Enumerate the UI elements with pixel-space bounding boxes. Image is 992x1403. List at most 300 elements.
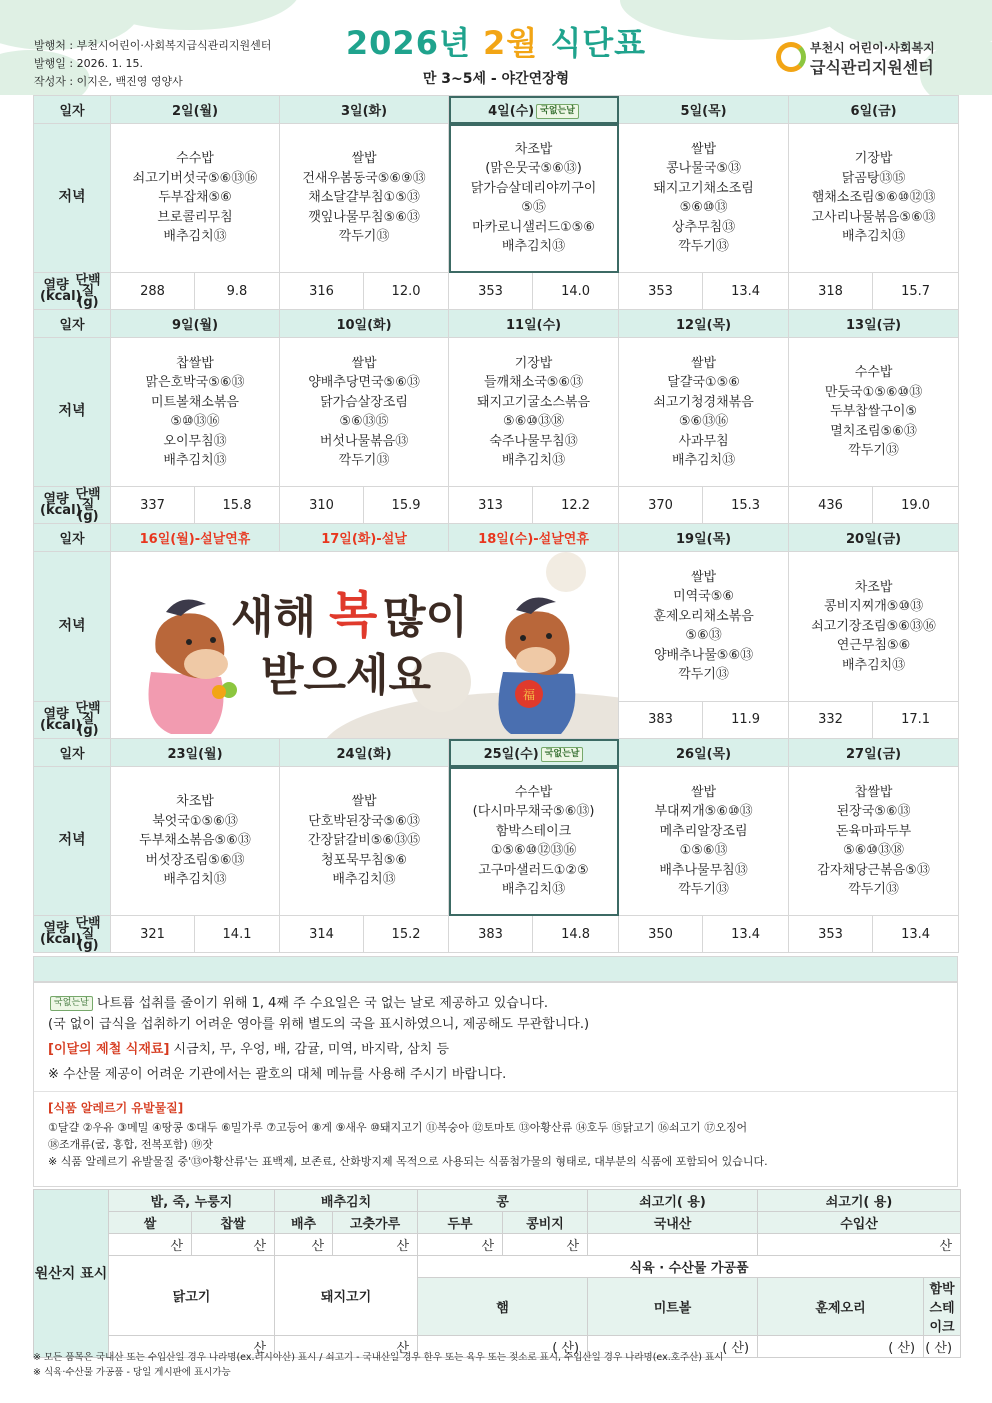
menu-item: 사과무침: [678, 433, 729, 449]
menu-item: 쌀밥: [351, 355, 377, 371]
date-text: 10일(화): [336, 318, 392, 333]
date-cell: [619, 310, 789, 338]
origin-table: [33, 1189, 961, 1358]
dinner-row: [34, 552, 959, 702]
banner-text-c: 많이: [383, 592, 469, 643]
menu-item: 버섯장조림⑤⑥⑬: [145, 852, 245, 868]
date-text: 18일(수)-설날연휴: [478, 532, 589, 547]
date-cell: [789, 524, 959, 552]
protein-label-bottom: (g): [77, 937, 99, 953]
menu-table: [33, 95, 959, 953]
menu-item: 맑은호박국⑤⑥⑬: [145, 375, 245, 390]
date-cell: [449, 739, 619, 767]
kcal-label-top: 열량: [43, 921, 69, 936]
menu-item: 찹쌀밥: [854, 784, 893, 800]
menu-item: 쌀밥: [351, 151, 377, 167]
menu-item: 양배추나물⑤⑥⑬: [654, 647, 754, 663]
menu-item: 부대찌개⑤⑥⑩⑬: [654, 804, 753, 819]
menu-item: 오이무침⑬: [163, 433, 227, 449]
menu-item: 돼지고기굴소스볶음: [477, 394, 591, 410]
menu-item: 메추리알장조림: [659, 823, 748, 839]
menu-item: 감자채당근볶음⑤⑬: [817, 862, 930, 878]
date-text: 20일(금): [846, 532, 902, 547]
kcal-value: 318: [789, 273, 873, 310]
menu-item: (맑은뭇국⑤⑥⑬): [485, 161, 582, 176]
menu-cell: [619, 124, 789, 273]
protein-label-bottom: (g): [77, 508, 99, 524]
protein-label-bottom: (g): [77, 294, 99, 310]
banner-badge: 福: [522, 688, 536, 702]
group-beef2: 쇠고기( 용): [758, 1190, 961, 1212]
menu-cell: [280, 124, 449, 273]
protein-value: 9.8: [195, 273, 280, 310]
protein-value: 12.0: [364, 273, 449, 310]
protein-value: 17.1: [873, 701, 959, 738]
menu-item: 깍두기⑬: [848, 882, 899, 897]
author: 작성자 : 이지은, 백진영 영양사: [34, 75, 183, 88]
menu-item: 배추김치⑬: [501, 882, 566, 897]
origin-value: 산: [192, 1234, 275, 1256]
logo-line1: 부천시 어린이·사회복지: [810, 41, 935, 55]
date-text: 5일(목): [680, 104, 727, 119]
menu-item: ⑤⑥⑩⑬⑱: [503, 414, 565, 429]
item-pork: 돼지고기: [275, 1256, 418, 1336]
protein-value: 15.7: [873, 273, 959, 310]
menu-item: 두부채소볶음⑤⑥⑬: [139, 833, 251, 849]
date-row: [34, 96, 959, 124]
menu-cell: [619, 767, 789, 916]
origin-value: 산: [333, 1234, 418, 1256]
protein-label-bottom: (g): [77, 723, 99, 739]
menu-item: 깍두기⑬: [338, 453, 390, 468]
item-imported: 수입산: [758, 1212, 961, 1234]
kcal-value: 310: [280, 487, 364, 524]
date-cell: [789, 739, 959, 767]
kcal-value: 383: [449, 916, 533, 953]
menu-cell: [449, 767, 619, 916]
menu-item: 된장국⑤⑥⑬: [836, 804, 911, 819]
menu-cell: [619, 552, 789, 702]
date-text: 2일(월): [171, 104, 219, 119]
menu-item: 햄채소조림⑤⑥⑩⑫⑬: [811, 190, 936, 206]
menu-item: 배추김치⑬: [841, 229, 906, 245]
menu-item: 브로콜리무침: [157, 209, 233, 225]
new-year-banner: [111, 552, 619, 739]
menu-item: 멸치조림⑤⑥⑬: [830, 423, 917, 439]
date-row: [34, 739, 959, 767]
protein-value: 15.3: [703, 487, 789, 524]
allergy-note: ※ 식품 알레르기 유발물질 중'⑬아황산류'는 표백제, 보존료, 산화방지제 목적으로 사용되는 식품첨가물의 형태로, 대부분의 식품에 포함되어 있습니다.: [48, 1155, 768, 1168]
nutrition-label: [34, 916, 111, 953]
seasonal-note: [48, 1039, 943, 1060]
menu-item: 마카로니샐러드①⑤⑥: [472, 219, 595, 235]
banner-text-b: 복: [329, 586, 378, 644]
day-label: 일자: [34, 96, 111, 124]
date-text: 17일(화)-설날: [321, 532, 407, 547]
item-tofu: 두부: [418, 1212, 503, 1234]
kcal-value: 321: [111, 916, 195, 953]
menu-item: ⑤⑥⑬⑮: [339, 414, 389, 429]
menu-item: 양배추당면국⑤⑥⑬: [308, 375, 420, 390]
menu-item: 수수밥: [854, 365, 893, 381]
item-ham: 햄: [418, 1278, 588, 1336]
menu-item: 돈육마파두부: [835, 823, 912, 839]
menu-item: 배추김치⑬: [501, 453, 566, 468]
menu-item: 두부잡채⑤⑥: [158, 190, 232, 206]
date-text: 6일(금): [850, 104, 897, 119]
menu-item: 버섯나물볶음⑬: [319, 433, 409, 449]
menu-item: 들깨채소국⑤⑥⑬: [483, 375, 584, 390]
menu-item: 닭곰탕⑬⑮: [841, 170, 906, 186]
origin-value: 산: [503, 1234, 588, 1256]
kcal-label-top: 열량: [43, 278, 69, 293]
nutrition-label: [34, 273, 111, 310]
kcal-value: 353: [449, 273, 533, 310]
dinner-row: [34, 338, 959, 487]
date-cell: [111, 310, 280, 338]
menu-item: ⑤⑩⑬⑯: [170, 414, 220, 429]
menu-item: (다시마무채국⑤⑥⑬): [472, 804, 595, 819]
protein-value: 13.4: [703, 916, 789, 953]
protein-label-top: 단백질: [75, 701, 101, 728]
menu-item: 함박스테이크: [495, 823, 572, 839]
origin-label-text: 원산지 표시: [34, 1265, 108, 1282]
date-cell: [111, 739, 280, 767]
origin-value: 산: [109, 1336, 275, 1358]
nosoup-badge: 국없는날: [50, 996, 93, 1011]
menu-item: 수수밥: [176, 151, 214, 167]
notes-section: [33, 982, 958, 1187]
nosoup-text2: (국 없이 급식을 섭취하기 어려운 영아를 위해 별도의 국을 표시하였으니, 제공해도 무관합니다.): [48, 1017, 590, 1032]
menu-cell: [280, 338, 449, 487]
allergy-title: [식품 알레르기 유발물질]: [48, 1101, 184, 1115]
menu-cell: [280, 767, 449, 916]
nutrition-label: [34, 487, 111, 524]
nosoup-badge: 국없는날: [536, 104, 579, 119]
kcal-value: 436: [789, 487, 873, 524]
allergy-list2: ⑱조개류(굴, 홍합, 전복포함) ⑲잣: [48, 1138, 213, 1151]
menu-item: 숙주나물무침⑬: [489, 433, 578, 449]
item-domestic: 국내산: [588, 1212, 758, 1234]
kcal-value: 370: [619, 487, 703, 524]
date-cell: [619, 96, 789, 124]
menu-item: 콩비지찌개⑤⑩⑬: [824, 599, 924, 615]
menu-item: 깍두기⑬: [678, 882, 729, 897]
group-kimchi: 배추김치: [275, 1190, 418, 1212]
origin-value-blank: [588, 1234, 758, 1256]
menu-item: 배추김치⑬: [332, 872, 396, 888]
page-header: [0, 0, 992, 95]
date-cell: [619, 524, 789, 552]
title-month: 2월: [483, 24, 539, 62]
dinner-label: 저녁: [34, 767, 111, 916]
origin-label: [34, 1190, 109, 1358]
item-processed: 식육 · 수산물 가공품: [418, 1256, 961, 1278]
new-year-illustration: [111, 552, 619, 738]
day-label: 일자: [34, 310, 111, 338]
menu-item: 배추김치⑬: [163, 872, 227, 888]
protein-label: [72, 272, 104, 310]
kcal-value: 316: [280, 273, 364, 310]
menu-item: 차조밥: [176, 794, 214, 810]
menu-item: 쌀밥: [690, 569, 717, 585]
menu-item: 깍두기⑬: [678, 239, 729, 254]
footer-line2: ※ 식육·수산물 가공품 - 당일 게시판에 표시가능: [33, 1367, 231, 1378]
menu-cell: [449, 338, 619, 487]
kcal-label: [40, 278, 82, 304]
menu-item: 배추김치⑬: [163, 453, 227, 468]
menu-item: 찹쌀밥: [176, 355, 214, 371]
menu-item: 배추김치⑬: [671, 453, 736, 468]
footer-notes: [33, 1350, 963, 1380]
page-subtitle: 만 3~5세 - 야간연장형: [422, 71, 570, 87]
issue-date: 발행일 : 2026. 1. 15.: [34, 57, 144, 70]
kcal-label: [40, 921, 82, 947]
kcal-label-bottom: (kcal): [40, 503, 82, 518]
menu-item: ①⑤⑥⑬: [679, 843, 728, 858]
menu-item: ①⑤⑥⑩⑫⑬⑯: [490, 843, 577, 858]
menu-item: 건새우봄동국⑤⑥⑨⑬: [302, 170, 426, 186]
date-text: 27일(금): [846, 747, 902, 762]
nutrition-row: [34, 487, 959, 524]
menu-item: ⑤⑥⑬: [685, 628, 722, 644]
menu-item: 차조밥: [854, 579, 893, 595]
smile-logo-icon: [776, 42, 806, 72]
seafood-note: ※ 수산물 제공이 어려운 기관에서는 괄호의 대체 메뉴를 사용해 주시기 바랍니다.: [48, 1067, 507, 1082]
menu-item: 깍두기⑬: [338, 229, 390, 245]
date-text: 23일(월): [167, 747, 223, 762]
kcal-value: 332: [789, 701, 873, 738]
kcal-label: [40, 706, 82, 733]
item-smoked-duck: 훈제오리: [758, 1278, 924, 1336]
nosoup-badge: 국없는날: [541, 747, 584, 762]
origin-value-paren: ( 산): [418, 1336, 588, 1358]
protein-label: [72, 486, 104, 524]
menu-item: ⑤⑥⑩⑬: [679, 200, 728, 215]
menu-item: 간장닭갈비⑤⑥⑬⑮: [307, 833, 421, 849]
protein-value: 15.8: [195, 487, 280, 524]
seasonal-items: 시금치, 무, 우엉, 배, 감귤, 미역, 바지락, 삼치 등: [173, 1042, 450, 1057]
menu-item: 배추나물무침⑬: [659, 862, 748, 878]
menu-item: 배추김치⑬: [841, 657, 906, 673]
kcal-value: 337: [111, 487, 195, 524]
group-beef1: 쇠고기( 용): [588, 1190, 758, 1212]
nosoup-text: 나트륨 섭취를 줄이기 위해 1, 4째 주 수요일은 국 없는 날로 제공하고 있습니다.: [96, 996, 549, 1011]
protein-value: 14.8: [533, 916, 619, 953]
menu-item: 훈제오리채소볶음: [653, 608, 754, 624]
item-rice: 쌀: [109, 1212, 192, 1234]
date-text: 11일(수): [505, 318, 562, 333]
menu-item: 만둣국①⑤⑥⑩⑬: [824, 384, 923, 400]
item-bean-curd: 콩비지: [503, 1212, 588, 1234]
dinner-label: 저녁: [34, 552, 111, 702]
menu-item: 쌀밥: [351, 794, 377, 810]
menu-item: 배추김치⑬: [163, 229, 227, 245]
date-cell: [619, 739, 789, 767]
menu-item: ⑤⑥⑬⑯: [678, 414, 729, 429]
kcal-value: 353: [789, 916, 873, 953]
banner-text-line2: 받으세요: [261, 650, 432, 701]
menu-item: 깍두기⑬: [678, 667, 729, 683]
protein-value: 14.0: [533, 273, 619, 310]
protein-label: [72, 701, 104, 739]
origin-value: 산: [758, 1234, 961, 1256]
origin-value: 산: [418, 1234, 503, 1256]
menu-item: 배추김치⑬: [501, 239, 566, 254]
menu-item: 쇠고기청경채볶음: [653, 394, 754, 410]
menu-item: 두부찹쌀구이⑤: [830, 404, 918, 420]
protein-value: 13.4: [873, 916, 959, 953]
menu-cell: [111, 338, 280, 487]
menu-cell: [111, 767, 280, 916]
day-label: 일자: [34, 739, 111, 767]
footer-line1: ※ 모든 품목은 국내산 또는 수입산일 경우 나라명(ex.러시아산) 표시 / 쇠고기 - 국내산일 경우 한우 또는 육우 또는 젖소로 표시, 수입산일 경우 나라명(ex.호주산) 표시: [33, 1352, 724, 1363]
item-meatball: 미트볼: [588, 1278, 758, 1336]
menu-item: 쇠고기버섯국⑤⑥⑬⑯: [132, 170, 258, 186]
date-cell: [449, 96, 619, 124]
menu-item: 수수밥: [514, 784, 553, 800]
menu-item: 청포묵무침⑤⑥: [320, 852, 408, 868]
menu-item: 북엇국①⑤⑥⑬: [152, 813, 238, 829]
date-text: 26일(목): [676, 747, 732, 762]
kcal-label-bottom: (kcal): [40, 289, 82, 304]
group-bean: 콩: [418, 1190, 588, 1212]
protein-value: 12.2: [533, 487, 619, 524]
kcal-value: 383: [619, 701, 703, 738]
menu-cell: [789, 552, 959, 702]
menu-item: ⑤⑥⑩⑬⑱: [843, 843, 905, 858]
menu-cell: [789, 124, 959, 273]
allergy-list: ①달걀 ②우유 ③메밀 ④땅콩 ⑤대두 ⑥밀가루 ⑦고등어 ⑧게 ⑨새우 ⑩돼지고기 ⑪복숭아 ⑫토마토 ⑬아황산류 ⑭호두 ⑮닭고기 ⑯쇠고기 ⑰오징어: [48, 1121, 748, 1134]
date-text: 12일(목): [676, 318, 732, 333]
origin-value: 산: [275, 1234, 333, 1256]
menu-item: 연근무침⑤⑥: [836, 638, 911, 654]
date-text: 25일(수): [483, 747, 539, 762]
date-text: 19일(목): [676, 532, 732, 547]
divider-bar: [33, 956, 958, 982]
kcal-label-bottom: (kcal): [40, 717, 82, 733]
kcal-label-bottom: (kcal): [40, 932, 82, 947]
date-row: [34, 524, 959, 552]
menu-item: 단호박된장국⑤⑥⑬: [308, 813, 420, 829]
menu-cell: [789, 767, 959, 916]
menu-item: 쌀밥: [690, 784, 717, 800]
kcal-label: [40, 492, 82, 518]
protein-value: 15.2: [364, 916, 449, 953]
origin-value-paren: ( 산): [758, 1336, 924, 1358]
kcal-label-top: 열량: [43, 492, 69, 507]
date-cell: [280, 96, 449, 124]
date-text: 3일(화): [341, 104, 388, 119]
nosoup-note: [48, 993, 943, 1014]
protein-label-top: 단백질: [75, 915, 101, 942]
protein-label-top: 단백질: [75, 272, 101, 299]
dinner-row: [34, 124, 959, 273]
menu-item: 쌀밥: [690, 355, 717, 371]
publisher: 발행처 : 부천시어린이·사회복지급식관리지원센터: [34, 39, 272, 52]
protein-value: 15.9: [364, 487, 449, 524]
kcal-value: 313: [449, 487, 533, 524]
nutrition-label: [34, 701, 111, 738]
kcal-label-top: 열량: [43, 706, 69, 722]
date-cell: [280, 739, 449, 767]
menu-item: 깍두기⑬: [848, 443, 899, 459]
title-year: 2026년: [345, 24, 471, 62]
item-glutinous: 찹쌀: [192, 1212, 275, 1234]
protein-label-top: 단백질: [75, 486, 101, 513]
logo-line2: 급식관리지원센터: [810, 58, 934, 77]
date-text: 4일(수): [488, 104, 535, 119]
nutrition-row: [34, 273, 959, 310]
date-text: 13일(금): [846, 318, 902, 333]
menu-cell: [789, 338, 959, 487]
dinner-row: [34, 767, 959, 916]
origin-value-paren: ( 산): [588, 1336, 758, 1358]
dinner-label: 저녁: [34, 124, 111, 273]
menu-item: ⑤⑮: [521, 200, 546, 215]
item-hamburg-steak: 함박스테이크: [924, 1278, 961, 1336]
protein-label: [72, 915, 104, 953]
dinner-label: 저녁: [34, 338, 111, 487]
protein-value: 13.4: [703, 273, 789, 310]
menu-item: 깻잎나물무침⑤⑥⑬: [308, 209, 420, 225]
center-logo: [776, 37, 976, 81]
date-cell: [111, 96, 280, 124]
kcal-value: 288: [111, 273, 195, 310]
item-pepper: 고춧가루: [333, 1212, 418, 1234]
menu-item: 기장밥: [514, 355, 553, 371]
date-cell: [789, 96, 959, 124]
origin-value: 산: [275, 1336, 418, 1358]
menu-item: 닭가슴살데리야끼구이: [470, 180, 597, 196]
menu-item: 고사리나물볶음⑤⑥⑬: [811, 209, 936, 225]
item-cabbage: 배추: [275, 1212, 333, 1234]
menu-item: 미트볼채소볶음: [151, 394, 239, 410]
menu-item: 콩나물국⑤⑬: [666, 161, 741, 176]
menu-item: 차조밥: [514, 141, 553, 157]
banner-text-a: 새해: [231, 592, 317, 643]
protein-value: 19.0: [873, 487, 959, 524]
menu-item: 돼지고기채소조림: [653, 180, 754, 196]
date-cell: [111, 524, 280, 552]
menu-item: 채소달걀부침①⑤⑬: [308, 190, 420, 206]
date-text: 16일(월)-설날연휴: [139, 532, 251, 547]
menu-cell: [111, 124, 280, 273]
protein-value: 14.1: [195, 916, 280, 953]
item-chicken: 닭고기: [109, 1256, 275, 1336]
date-cell: [789, 310, 959, 338]
menu-item: 고구마샐러드①②⑤: [478, 862, 589, 878]
date-cell: [280, 524, 449, 552]
date-text: 24일(화): [336, 747, 392, 762]
date-text: 9일(월): [171, 318, 219, 333]
nutrition-row: [34, 916, 959, 953]
title-rest: 식단표: [550, 24, 647, 62]
date-cell: [449, 310, 619, 338]
kcal-value: 314: [280, 916, 364, 953]
day-label: 일자: [34, 524, 111, 552]
date-cell: [449, 524, 619, 552]
seasonal-label: [이달의 제철 식재료]: [48, 1042, 170, 1057]
menu-item: 닭가슴살장조림: [320, 394, 408, 410]
menu-item: 쌀밥: [690, 141, 717, 157]
date-row: [34, 310, 959, 338]
kcal-value: 353: [619, 273, 703, 310]
menu-item: 상추무침⑬: [671, 219, 736, 235]
menu-cell: [619, 338, 789, 487]
protein-value: 11.9: [703, 701, 789, 738]
menu-cell: [449, 124, 619, 273]
